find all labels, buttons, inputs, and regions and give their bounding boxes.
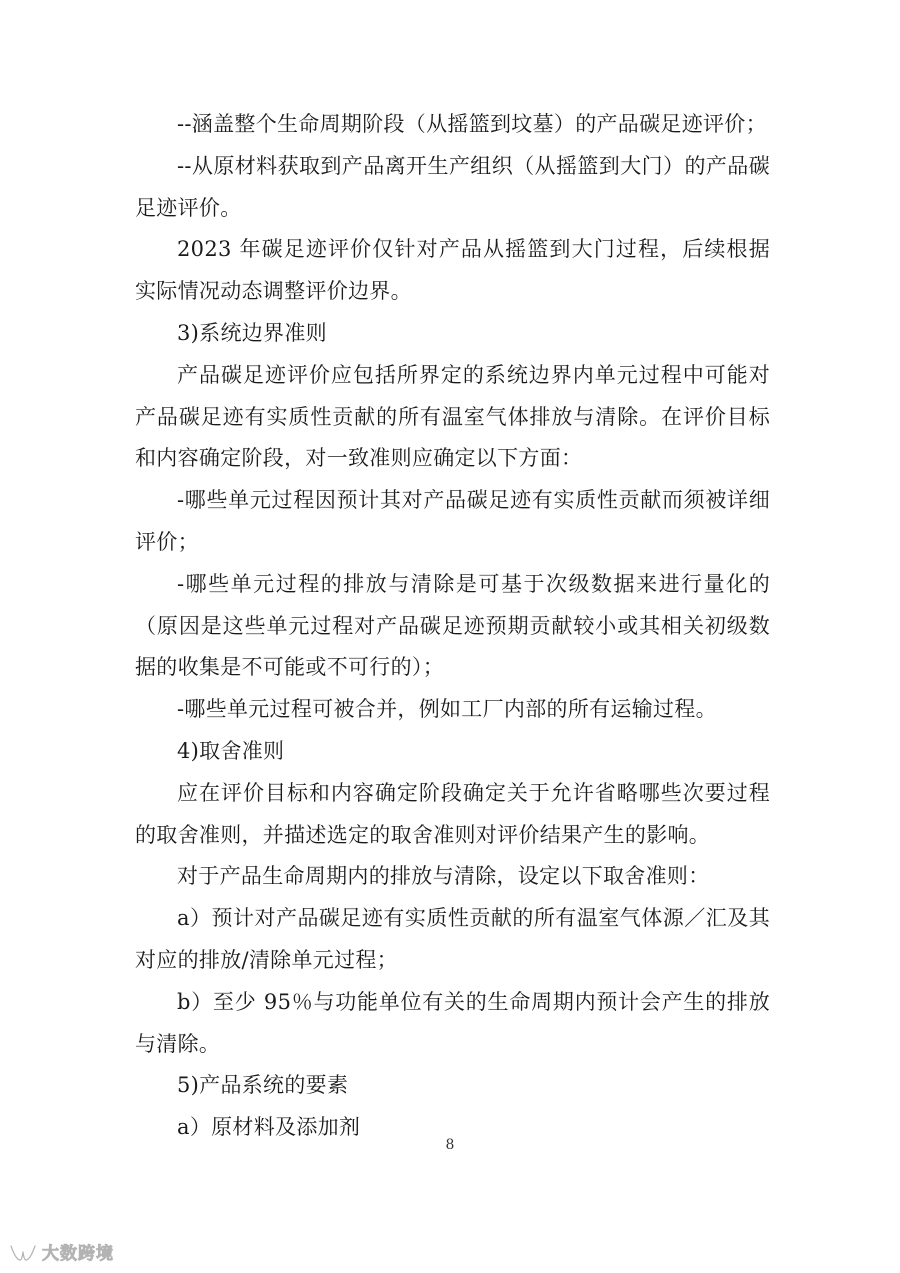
list-item-merged-processes: -哪些单元过程可被合并，例如工厂内部的所有运输过程。 <box>177 697 717 722</box>
heading-cutoff-criteria: 4)取舍准则 <box>177 738 285 763</box>
list-item-cutoff-b: b）至少 95％与功能单位有关的生命周期内预计会产生的排放与清除。 <box>135 989 770 1056</box>
body-text <box>135 104 770 1149</box>
watermark-text: 大数跨境 <box>42 1244 114 1264</box>
watermark <box>8 1239 114 1264</box>
list-item-cutoff-a: a）预计对产品碳足迹有实质性贡献的所有温室气体源／汇及其对应的排放/清除单元过程； <box>135 906 770 972</box>
heading-product-system-elements: 5)产品系统的要素 <box>177 1073 349 1098</box>
list-item-raw-materials: a）原材料及添加剂 <box>177 1115 361 1140</box>
heading-system-boundary-criteria: 3)系统边界准则 <box>177 320 327 345</box>
paragraph-2023-boundary: 2023 年碳足迹评价仅针对产品从摇篮到大门过程，后续根据实际情况动态调整评价边界。 <box>135 237 770 304</box>
paragraph-cutoff-description: 应在评价目标和内容确定阶段确定关于允许省略哪些次要过程的取舍准则，并描述选定的取舍准则对评价结果产生的影响。 <box>135 780 770 847</box>
paragraph-scope-cradle-to-gate: --从原材料获取到产品离开生产组织（从摇篮到大门）的产品碳足迹评价。 <box>135 153 770 220</box>
paragraph-boundary-description: 产品碳足迹评价应包括所界定的系统边界内单元过程中可能对产品碳足迹有实质性贡献的所有温室气体排放与清除。在评价目标和内容确定阶段，对一致准则应确定以下方面： <box>135 362 770 471</box>
list-item-detailed-evaluation: -哪些单元过程因预计其对产品碳足迹有实质性贡献而须被详细评价； <box>135 488 770 554</box>
list-item-secondary-data: -哪些单元过程的排放与清除是可基于次级数据来进行量化的（原因是这些单元过程对产品碳足迹预期贡献较小或其相关初级数据的收集是不可能或不可行的）； <box>135 571 770 680</box>
paragraph-scope-cradle-to-grave: --涵盖整个生命周期阶段（从摇篮到坟墓）的产品碳足迹评价； <box>177 112 767 136</box>
page-number: 8 <box>445 1137 455 1153</box>
wechat-channel-logo-icon <box>8 1240 38 1264</box>
paragraph-cutoff-intro: 对于产品生命周期内的排放与清除，设定以下取舍准则： <box>177 864 710 889</box>
